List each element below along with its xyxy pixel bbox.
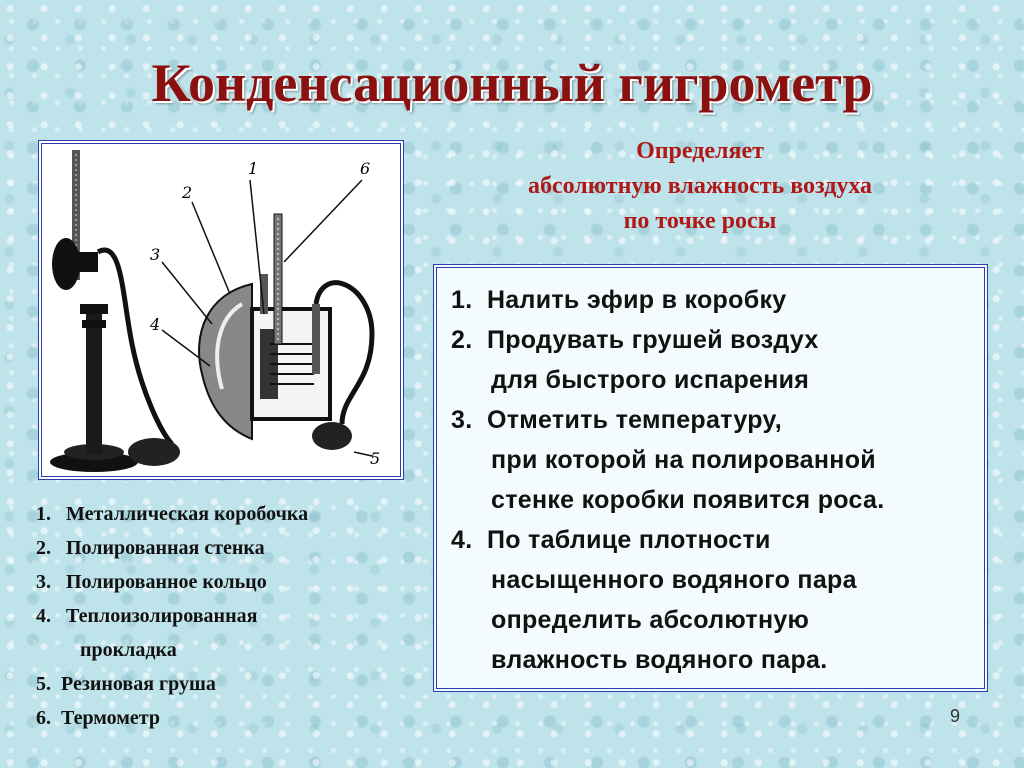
slide-title: Конденсационный гигрометр [151, 53, 873, 113]
stand-collar [80, 304, 108, 314]
hygrometer-drawing [42, 144, 400, 476]
diagram-label-4: 4 [150, 315, 161, 334]
diagram-label-1: 1 [248, 159, 259, 178]
subtitle-line: по точке росы [623, 207, 777, 234]
step-item: 1. Налить эфир в коробку [451, 286, 787, 314]
page-number: 9 [950, 706, 961, 726]
rubber-bulb [128, 438, 180, 466]
procedure-box [433, 264, 988, 692]
list-item: 5. Резиновая груша [36, 673, 216, 695]
step-item: 4. По таблице плотности [451, 526, 771, 554]
diagram-label-5: 5 [370, 449, 381, 468]
slide-subtitle [430, 134, 970, 238]
rubber-bulb [312, 422, 352, 450]
step-continuation: влажность водяного пара. [491, 646, 828, 674]
list-item: 3. Полированное кольцо [36, 571, 267, 593]
subtitle-line: Определяет [636, 138, 764, 164]
list-item: 2. Полированная стенка [36, 537, 265, 559]
step-item: 3. Отметить температуру, [451, 406, 783, 434]
step-item: 2. Продувать грушей воздух [451, 326, 819, 354]
parts-list [36, 497, 426, 735]
diagram-label-6: 6 [360, 159, 371, 178]
list-item: 4. Теплоизолированная [36, 605, 258, 627]
air-tube [98, 250, 172, 444]
list-item: 1. Металлическая коробочка [36, 503, 309, 525]
list-item: 6. Термометр [36, 707, 160, 729]
polished-wall [199, 284, 252, 439]
step-continuation: насыщенного водяного пара [491, 566, 857, 594]
step-continuation: определить абсолютную [491, 606, 810, 634]
list-item-continuation: прокладка [80, 639, 177, 661]
diagram-label-2: 2 [182, 183, 193, 202]
diagram-label-3: 3 [150, 245, 161, 264]
step-continuation: для быстрого испарения [491, 366, 810, 394]
stand-collar [82, 320, 106, 328]
hygrometer-diagram [38, 140, 404, 480]
subtitle-line: абсолютную влажность воздуха [527, 172, 873, 199]
step-continuation: стенке коробки появится роса. [491, 486, 885, 514]
step-continuation: при которой на полированной [491, 446, 876, 474]
